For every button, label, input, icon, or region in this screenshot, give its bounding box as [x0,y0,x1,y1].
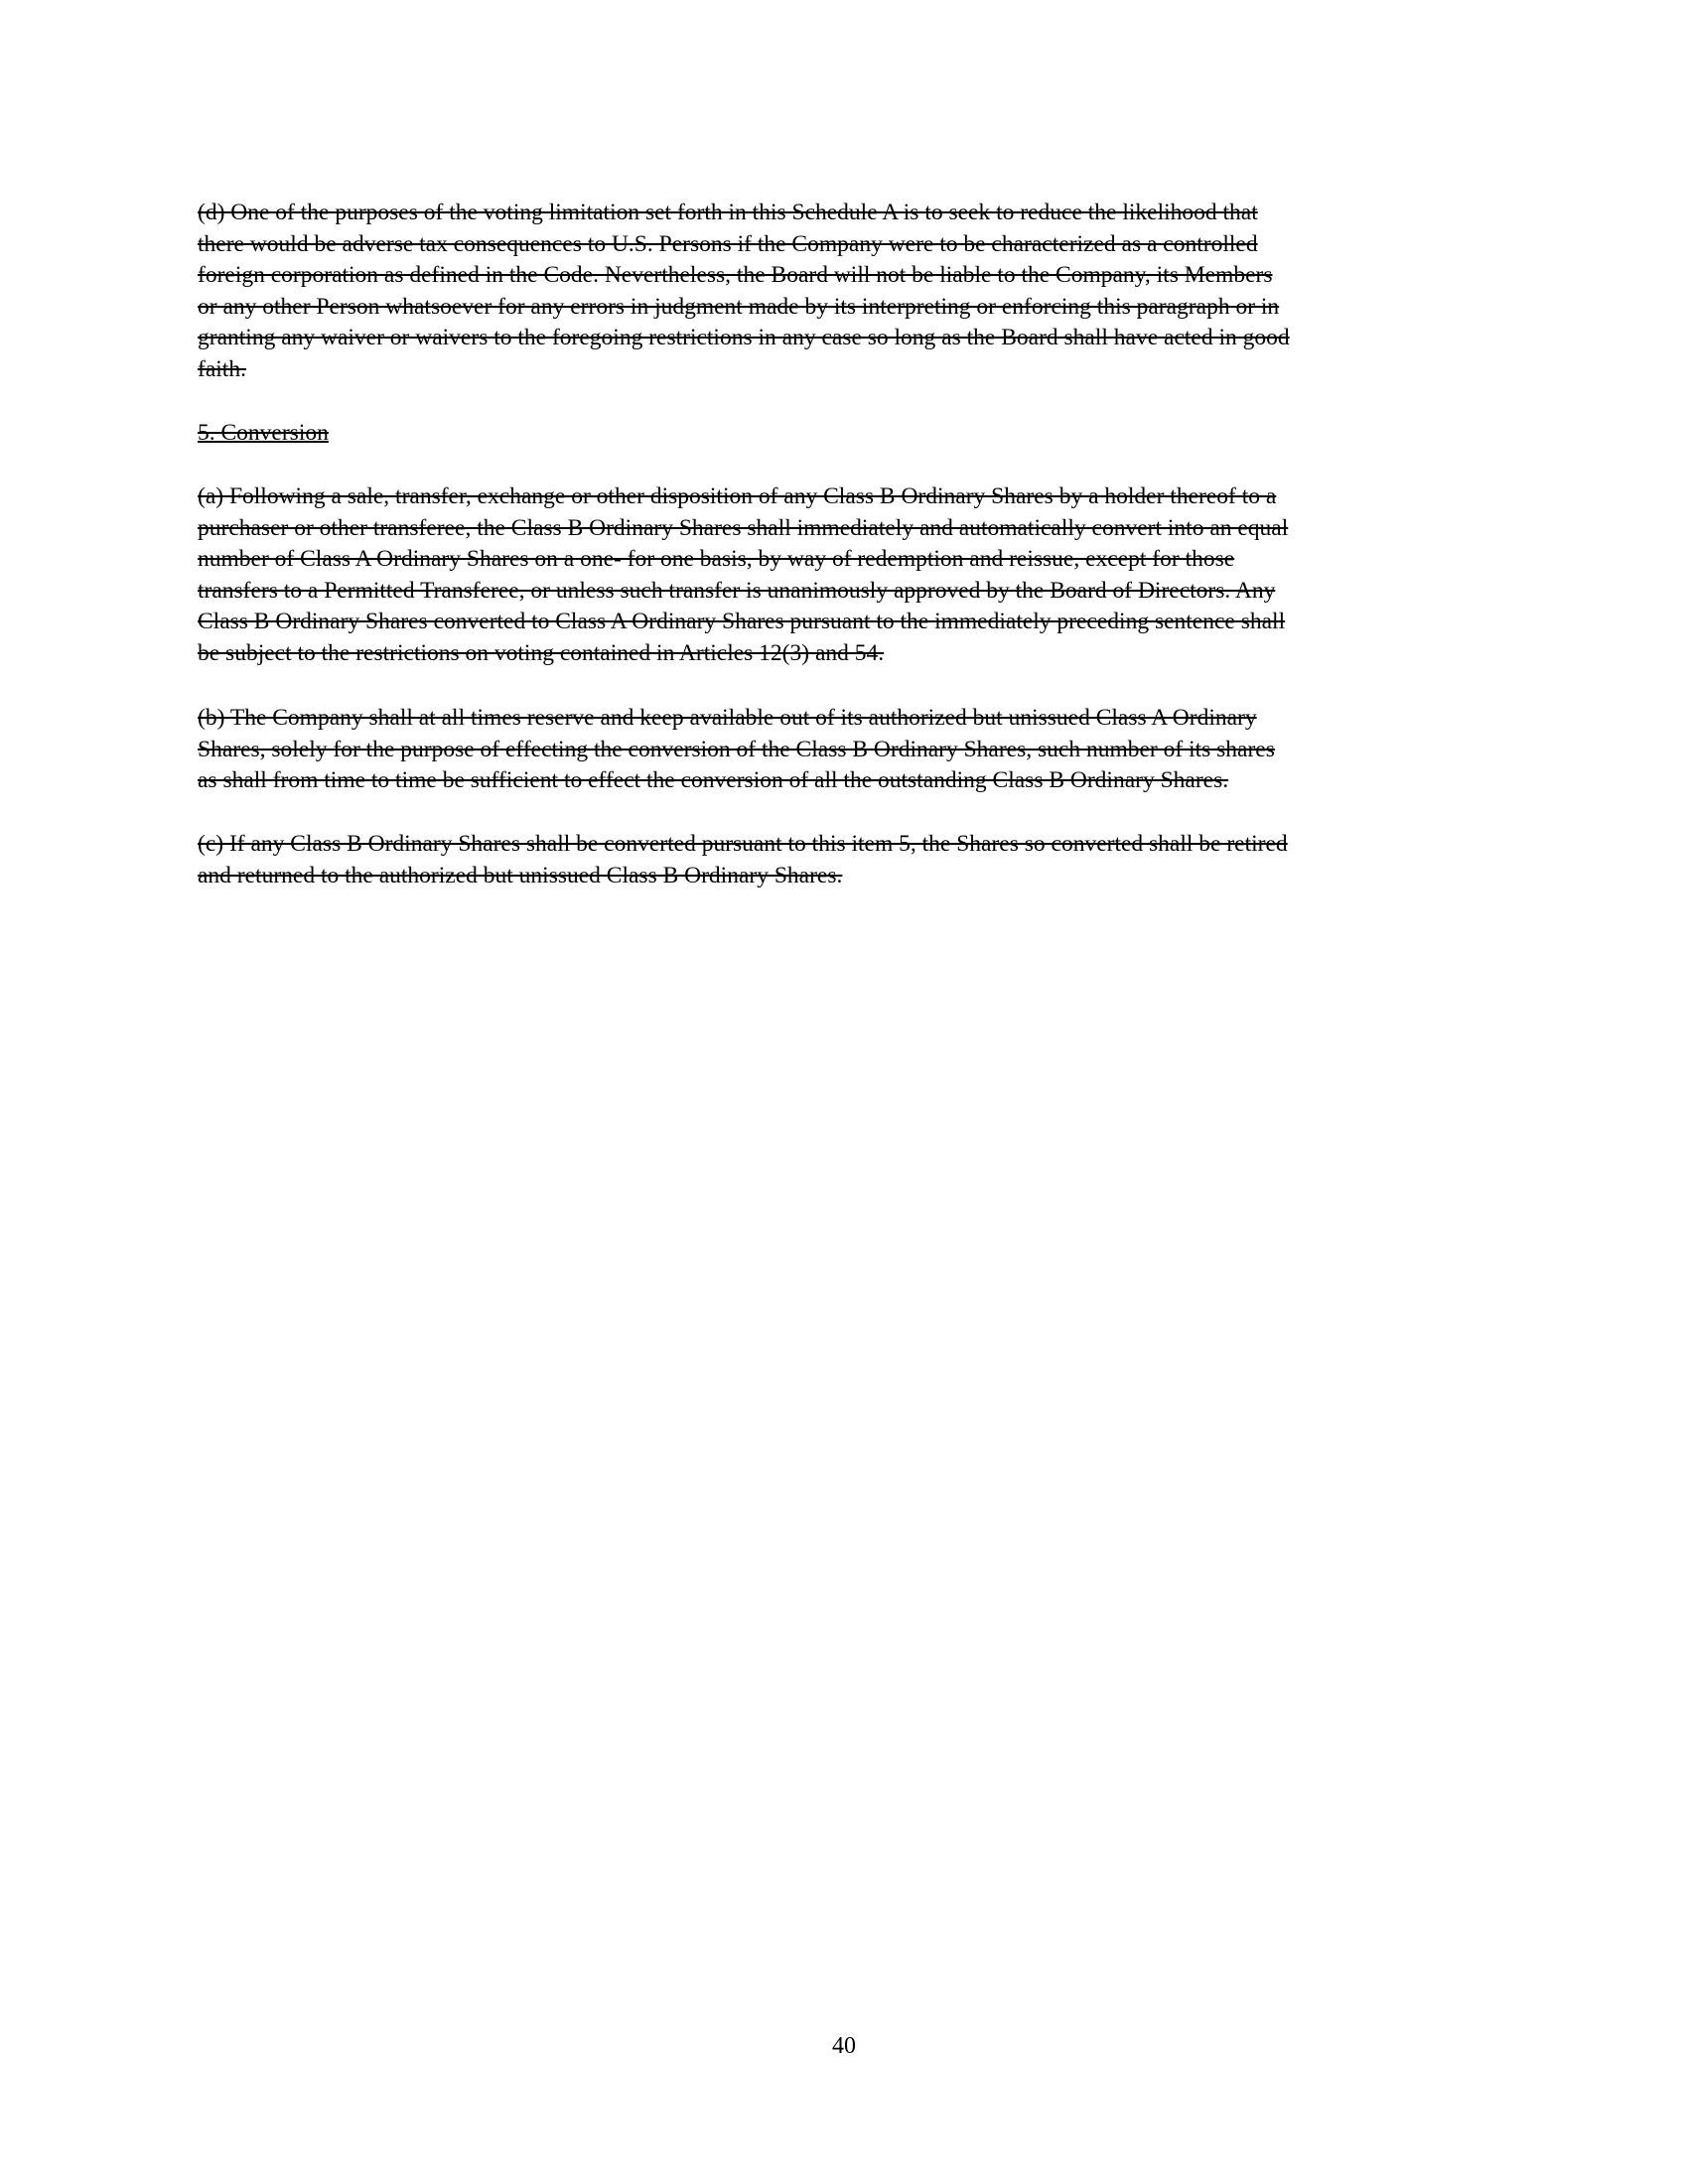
text-line: Shares, solely for the purpose of effecting the conversion of the Class B Ordinary Shares, such number of its shares [198,736,1275,762]
text-line: purchaser or other transferee, the Class B Ordinary Shares shall immediately and automatically convert into an equal [198,514,1289,541]
text-line: number of Class A Ordinary Shares on a one- for one basis, by way of redemption and reissue, except for those [198,546,1235,573]
text-line: and returned to the authorized but unissued Class B Ordinary Shares. [198,862,843,888]
text-line: (d) One of the purposes of the voting limitation set forth in this Schedule A is to seek to reduce the likelihood that [198,200,1258,225]
text-line: or any other Person whatsoever for any errors in judgment made by its interpreting or enforcing this paragraph or in [198,293,1280,320]
section-heading-conversion [198,418,1488,450]
paragraph-c [198,829,1488,891]
text-line: Class B Ordinary Shares converted to Class A Ordinary Shares pursuant to the immediately preceding sentence shall [198,609,1286,635]
text-line: foreign corporation as defined in the Code. Nevertheless, the Board will not be liable to the Company, its Members [198,262,1273,289]
text-line: (b) The Company shall at all times reserve and keep available out of its authorized but unissued Class A Ordinary [198,705,1257,731]
text-line: (c) If any Class B Ordinary Shares shall be converted pursuant to this item 5, the Shares so converted shall be retired [198,831,1288,857]
text-line: be subject to the restrictions on voting contained in Articles 12(3) and 54. [198,639,885,666]
paragraph-d [198,198,1488,386]
paragraph-b [198,703,1488,797]
text-line: (a) Following a sale, transfer, exchange or other disposition of any Class B Ordinary Shares by a holder thereof to a [198,483,1277,509]
text-line: faith. [198,355,246,382]
paragraph-a [198,481,1488,670]
text-line: transfers to a Permitted Transferee, or unless such transfer is unanimously approved by the Board of Directors. Any [198,577,1276,604]
text-line: granting any waiver or waivers to the foregoing restrictions in any case so long as the Board shall have acted in good [198,325,1290,351]
text-line: as shall from time to time be sufficient to effect the conversion of all the outstanding Class B Ordinary Shares. [198,767,1229,794]
section-heading: 5. Conversion [198,420,329,446]
page-number: 40 [832,2033,856,2059]
text-line: there would be adverse tax consequences to U.S. Persons if the Company were to be characterized as a controlled [198,230,1258,257]
